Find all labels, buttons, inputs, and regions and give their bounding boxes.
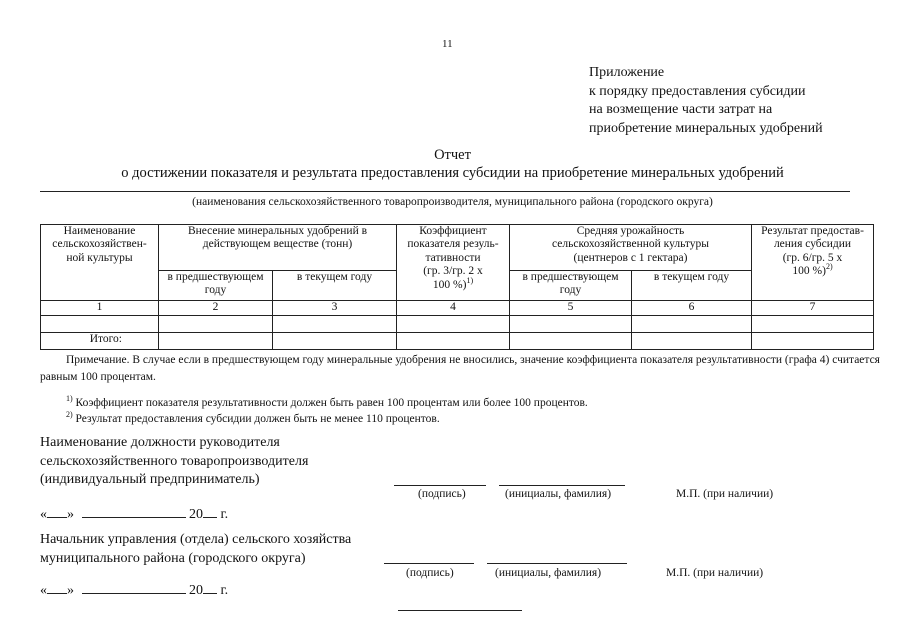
signature-line xyxy=(394,485,486,486)
total-label: Итого: xyxy=(41,333,159,350)
header-yield-cur-year: в текущем году xyxy=(632,271,752,301)
header-fert-prev-year: в предшествующем году xyxy=(159,271,273,301)
total-row xyxy=(41,333,874,350)
report-title: Отчет xyxy=(434,147,471,163)
signature-caption: (подпись) xyxy=(406,567,454,579)
header-crop: Наименование сельскохозяйствен- ной культуры xyxy=(41,225,159,301)
header-yield: Средняя урожайность сельскохозяйственной культуры (центнеров с 1 гектара) xyxy=(510,225,752,271)
header-coefficient: Коэффициент показателя резуль- тативности (гр. 3/гр. 2 х 100 %)$^{1)}$ xyxy=(397,225,510,301)
column-numbers-row xyxy=(41,301,874,316)
page-number: 11 xyxy=(442,38,453,50)
col-number: 6 xyxy=(632,301,752,316)
appendix-line: к порядку предоставления субсидии xyxy=(589,83,806,99)
footnote-1: $^{1)}$ Коэффициент показателя результативности должен быть равен 100 процентам или более 100 процентов. xyxy=(66,394,588,409)
footnote-2: $^{2)}$ Результат предоставления субсидии должен быть не менее 110 процентов. xyxy=(66,410,440,425)
producer-name-caption: (наименования сельскохозяйственного товаропроизводителя, муниципального района (городского округа) xyxy=(192,196,713,208)
header-result: Результат предостав- ления субсидии (гр. 6/гр. 5 х 100 %)$^{2)}$ xyxy=(752,225,874,301)
header-fertilizer: Внесение минеральных удобрений в действующем веществе (тонн) xyxy=(159,225,397,271)
date-line-1: « » 20 г. xyxy=(40,507,229,522)
header-fert-cur-year: в текущем году xyxy=(273,271,397,301)
agriculture-head-block: Начальник управления (отдела) сельского хозяйства муниципального района (городского округа) xyxy=(40,532,352,566)
appendix-line: на возмещение части затрат на xyxy=(589,102,773,117)
signature-caption: (подпись) xyxy=(418,488,466,500)
table-row xyxy=(41,316,874,333)
appendix-line: приобретение минеральных удобрений xyxy=(589,120,823,136)
header-yield-prev-year: в предшествующем году xyxy=(510,271,632,301)
appendix-line: Приложение xyxy=(589,65,665,80)
initials-line xyxy=(499,485,625,486)
col-number: 2 xyxy=(159,301,273,316)
initials-caption: (инициалы, фамилия) xyxy=(505,488,612,500)
stamp-label: М.П. (при наличии) xyxy=(676,488,774,500)
bottom-line xyxy=(398,610,522,611)
col-number: 7 xyxy=(752,301,874,316)
appendix-header xyxy=(589,64,823,138)
note: Примечание. В случае если в предшествующем году минеральные удобрения не вносились, значение коэффициента показателя результативности (графа 4) считается равным 100 процентам. xyxy=(40,354,880,383)
date-line-2: « » 20 г. xyxy=(40,583,229,598)
footnote-2-mark: 2) xyxy=(825,262,833,272)
col-number: 1 xyxy=(41,301,159,316)
initials-line xyxy=(487,563,627,564)
report-table xyxy=(40,224,874,350)
report-subtitle: о достижении показателя и результата предоставления субсидии на приобретение минеральных удобрений xyxy=(121,165,784,181)
producer-name-line xyxy=(40,191,850,192)
stamp-label: М.П. (при наличии) xyxy=(666,567,764,579)
col-number: 3 xyxy=(273,301,397,316)
footnote-1-mark: 1) xyxy=(466,275,474,285)
col-number: 5 xyxy=(510,301,632,316)
initials-caption: (инициалы, фамилия) xyxy=(495,567,602,579)
head-position-block: Наименование должности руководителя сельскохозяйственного товаропроизводителя (индивидуальный предприниматель) xyxy=(40,435,309,487)
col-number: 4 xyxy=(397,301,510,316)
signature-line xyxy=(384,563,474,564)
